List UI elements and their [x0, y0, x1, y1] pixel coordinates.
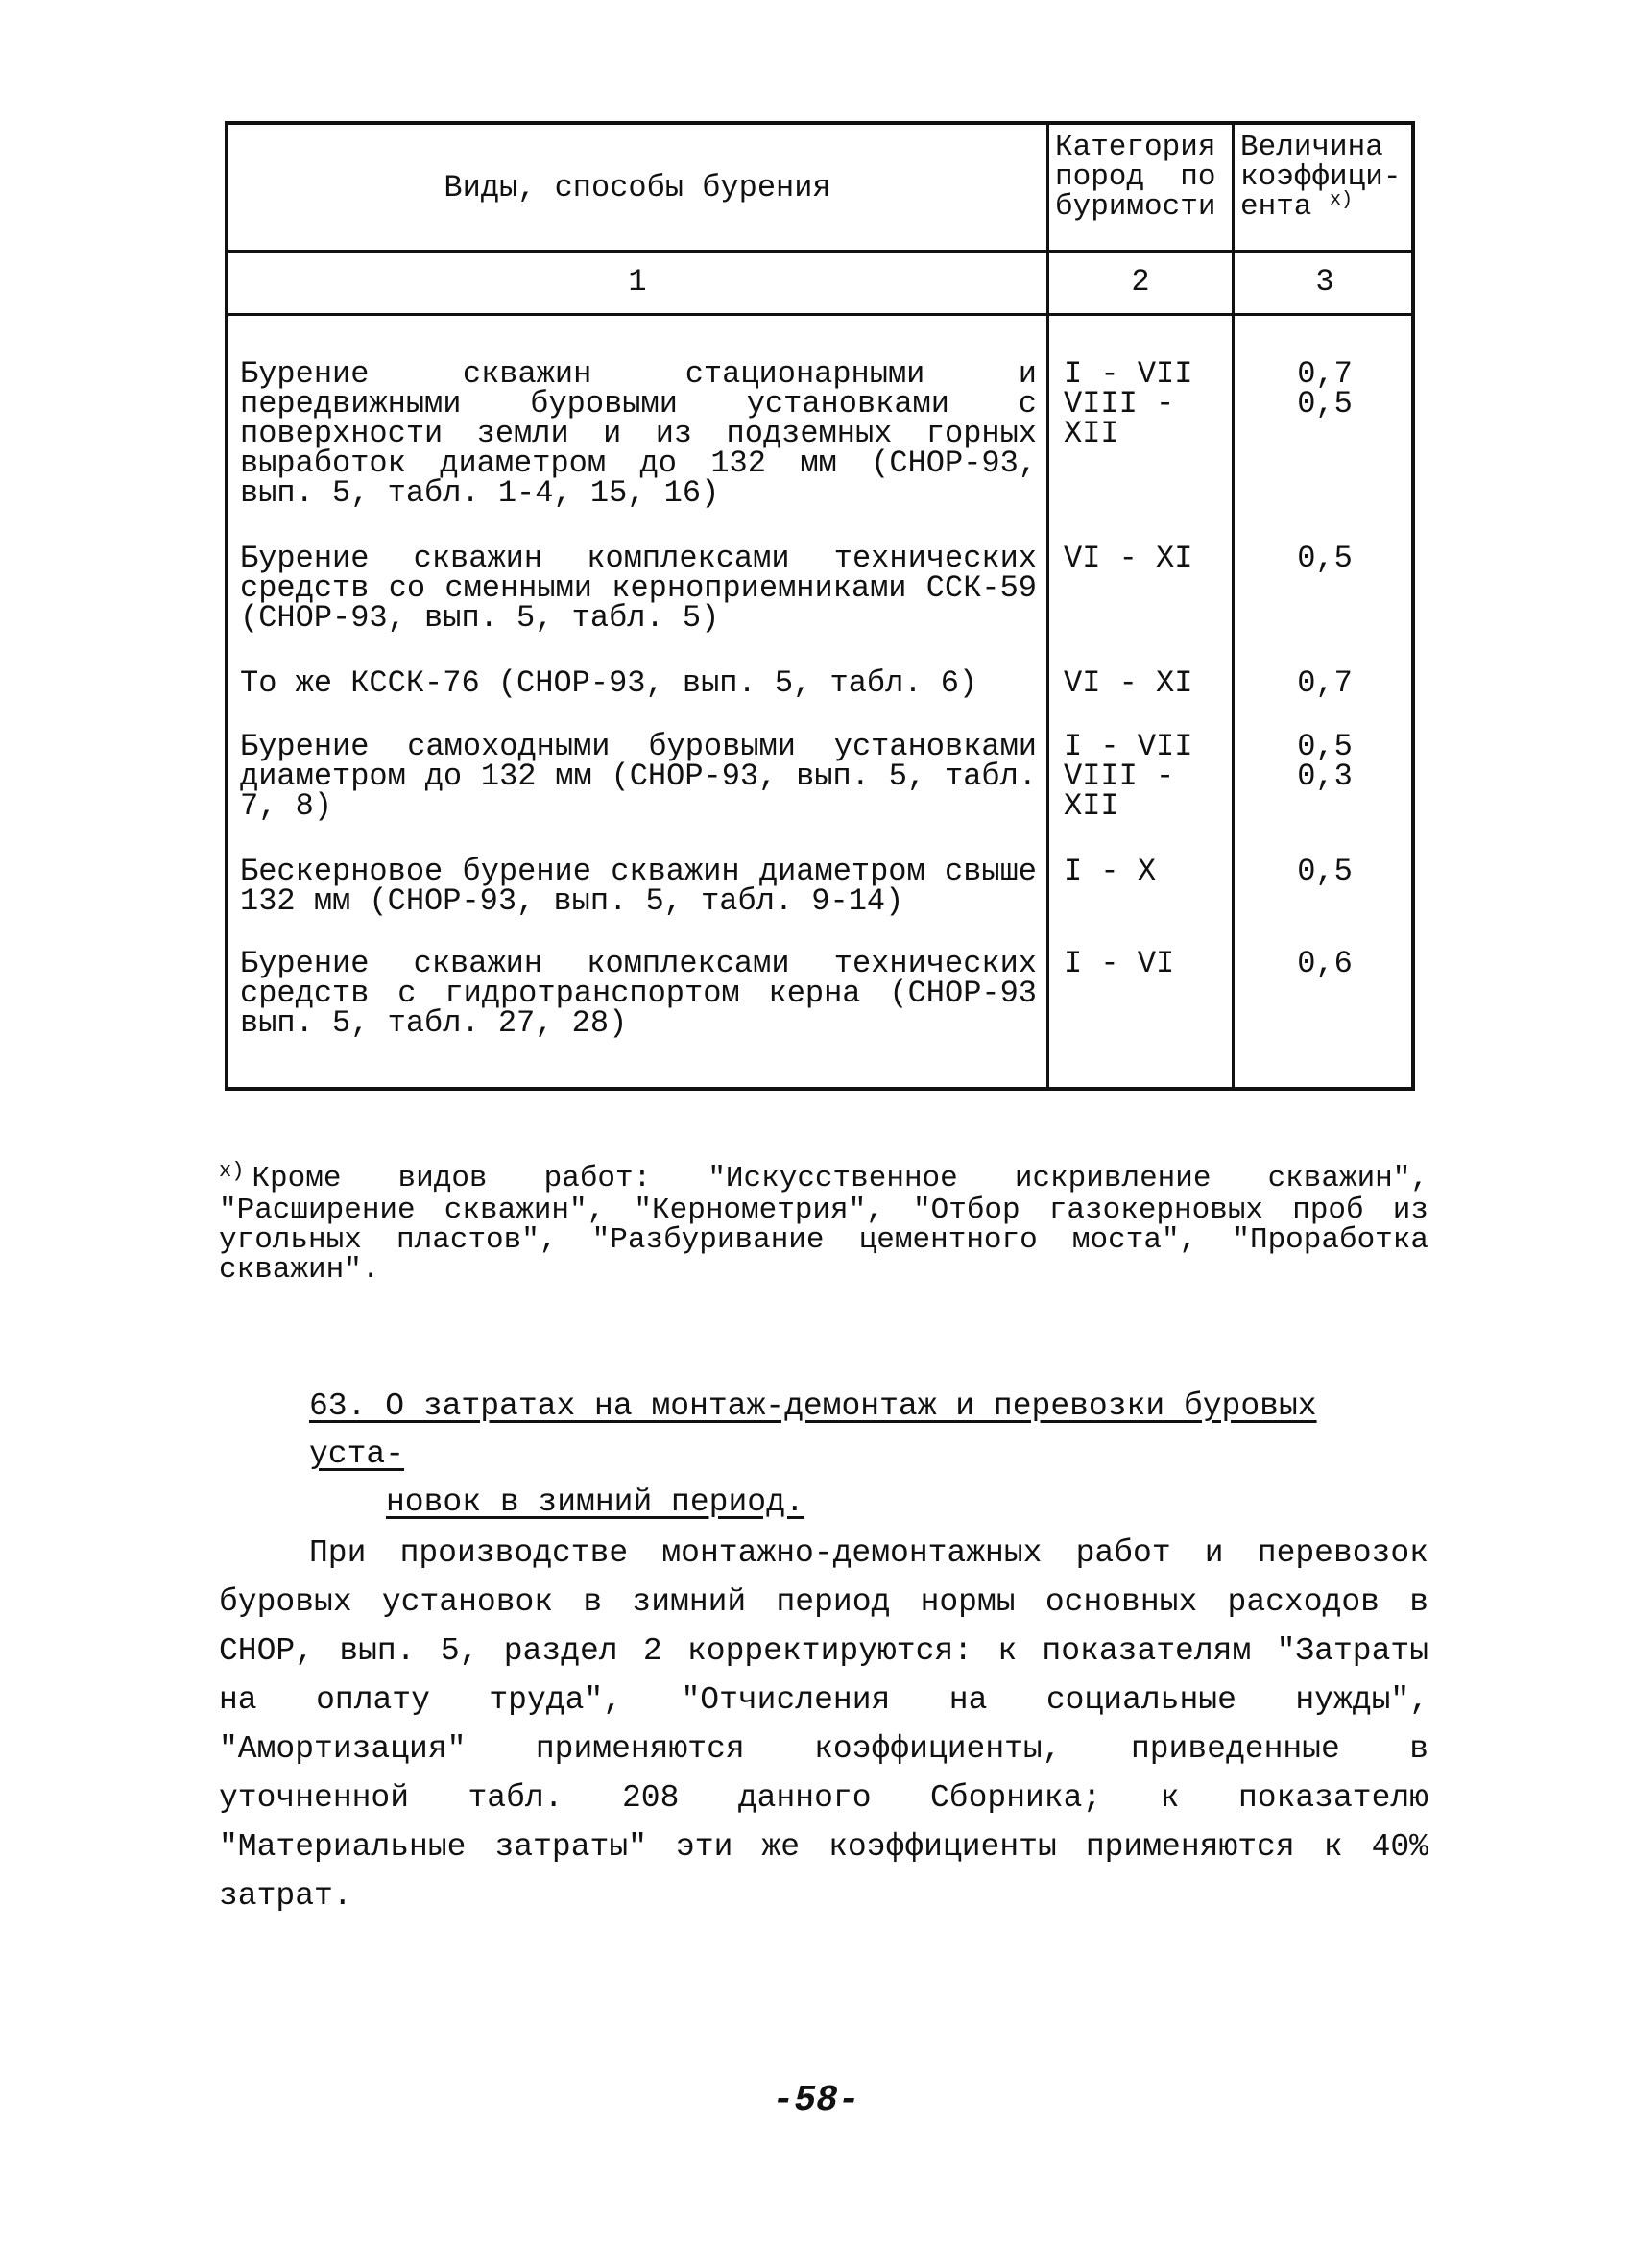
header-rock-category-line: Категория: [1055, 131, 1216, 164]
coefficient-value: 0,5: [1297, 541, 1353, 576]
category-range: VIII - XII: [1064, 759, 1175, 824]
table-row-category: [1064, 665, 1227, 701]
table-row-category: [1064, 729, 1227, 824]
header-coefficient-line: Величина: [1240, 131, 1383, 164]
section-heading-line: новок в зимний период.: [386, 1484, 804, 1520]
coefficient-value: 0,7: [1297, 356, 1353, 392]
table-row-desc: Бурение скважин комплексами технических средств с гидротранспортом керна (СНОР-93 вып. 5, табл. 27, 28): [240, 946, 1037, 1041]
table-row-coefficient: [1235, 946, 1415, 981]
table-row-coefficient: [1235, 356, 1415, 422]
category-range: I - X: [1064, 854, 1157, 889]
header-drilling-types: Виды, способы бурения: [444, 169, 831, 205]
table-row-desc: То же КССК-76 (СНОР-93, вып. 5, табл. 6): [240, 665, 978, 701]
coefficient-value: 0,6: [1297, 946, 1353, 981]
table-row-desc: Бескерновое бурение скважин диаметром свыше 132 мм (СНОР-93, вып. 5, табл. 9-14): [240, 854, 1037, 919]
table-row-category: [1064, 854, 1227, 889]
page-number: -58-: [772, 2080, 860, 2121]
table-row-category: [1064, 946, 1227, 981]
table-row-coefficient: [1235, 729, 1415, 794]
category-range: VI - XI: [1064, 665, 1193, 701]
footnote-mark: x): [219, 1159, 245, 1183]
body-paragraph: При производстве монтажно-демонтажных работ и перевозок буровых установок в зимний период нормы основных расходов в СНОР, вып. 5, раздел 2 корректируются: к показателям "Затраты на оплату труда", "Отчисления на социальные нужды", "Амортизация" применяются коэффициенты, приведенные в уточненной табл. 208 данного Сборника; к показателю "Материальные затраты" эти же коэффициенты применяются к 40% затрат.: [219, 1535, 1428, 1914]
table-row-category: [1064, 356, 1227, 451]
header-rock-category-line: буримости: [1055, 190, 1216, 224]
header-rock-category: [1049, 133, 1232, 250]
category-range: VI - XI: [1064, 541, 1193, 576]
column-number: 3: [1315, 263, 1334, 300]
header-rock-category-line: пород по: [1055, 160, 1216, 194]
coefficient-value: 0,7: [1297, 665, 1353, 701]
header-coefficient-line-text: ента: [1240, 190, 1312, 224]
coefficient-value: 0,3: [1297, 759, 1353, 794]
coefficient-value: 0,5: [1297, 386, 1353, 422]
column-number: 1: [628, 263, 647, 300]
table-row-coefficient: [1235, 541, 1415, 576]
category-range: I - VII: [1064, 729, 1193, 764]
table-footnote: [219, 1159, 1428, 1287]
coefficient-value: 0,5: [1297, 854, 1353, 889]
category-range: I - VI: [1064, 946, 1175, 981]
section-heading-line: 63. О затратах на монтаж-демонтаж и перевозки буровых уста-: [309, 1388, 1317, 1472]
category-range: VIII - XII: [1064, 386, 1175, 451]
table-row-desc: Бурение скважин комплексами технических средств со сменными керноприемниками ССК-59 (СНОР-93, вып. 5, табл. 5): [240, 541, 1037, 636]
footnote-text: Кроме видов работ: "Искусственное искривление скважин", "Расширение скважин", "Кернометрия", "Отбор газокерновых проб из угольных пластов", "Разбуривание цементного моста", "Проработка скважин".: [219, 1162, 1428, 1287]
table-row-coefficient: [1235, 665, 1415, 701]
coefficient-value: 0,5: [1297, 729, 1353, 764]
table-row-coefficient: [1235, 854, 1415, 889]
table-row-category: [1064, 541, 1227, 576]
table-row-desc: Бурение самоходными буровыми установками диаметром до 132 мм (СНОР-93, вып. 5, табл. 7, 8): [240, 729, 1037, 824]
column-number: 2: [1131, 263, 1150, 300]
drilling-coefficients-table: [225, 121, 1415, 1091]
footnote-reference: x): [1330, 189, 1354, 211]
category-range: I - VII: [1064, 356, 1193, 392]
header-coefficient-line: коэффици-: [1240, 160, 1402, 194]
number-row-divider: [228, 313, 1411, 316]
header-coefficient: [1235, 133, 1415, 250]
header-coefficient-line: [1240, 189, 1415, 225]
section-heading: [309, 1383, 1423, 1527]
table-row-desc: Бурение скважин стационарными и передвижными буровыми установками с поверхности земли и из подземных горных выработок диаметром до 132 мм (СНОР-93, вып. 5, табл. 1-4, 15, 16): [240, 356, 1037, 511]
